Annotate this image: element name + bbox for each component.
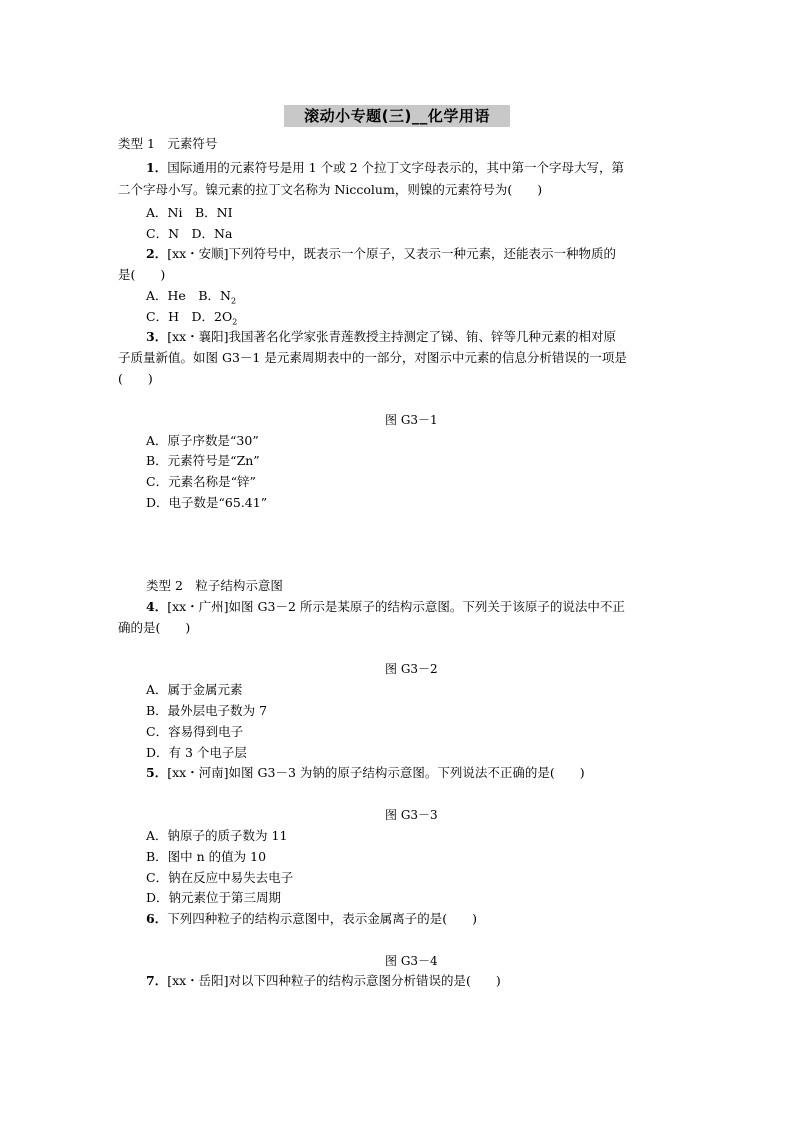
question-2-text-1: [xx・安顺]下列符号中，既表示一个原子，又表示一种元素，还能表示一种物质的 [167,246,617,261]
question-5-text-1: [xx・河南]如图 G3－3 为钠的原子结构示意图。下列说法不正确的是( ) [167,765,585,780]
question-3-number: 3． [146,329,168,344]
question-1-text-1: 国际通用的元素符号是用 1 个或 2 个拉丁文字母表示的，其中第一个字母大写，第 [167,160,625,175]
question-4-number: 4． [146,599,168,614]
question-3-option-d: D．电子数是“65.41” [146,495,268,510]
figure-caption-g3-1: 图 G3－1 [385,413,438,427]
question-4-option-a: A．属于金属元素 [146,682,243,697]
question-7-text-1: [xx・岳阳]对以下四种粒子的结构示意图分析错误的是( ) [167,973,501,988]
question-2-line-2: 是( ) [118,267,166,282]
question-7-line-1 [146,973,501,989]
question-2-line-1 [146,246,616,262]
question-2-options-ab-subscript: 2 [230,296,237,306]
question-1-options-ab: A．Ni B．NI [146,205,233,220]
question-3-option-b: B．元素符号是“Zn” [146,453,260,468]
question-3-line-3: ( ) [118,371,153,386]
question-2-options-ab [146,288,236,310]
question-3-option-c: C．元素名称是“锌” [146,474,256,489]
question-3-line-2: 子质量新值。如图 G3－1 是元素周期表中的一部分，对图示中元素的信息分析错误的一项是 [118,350,627,365]
question-5-option-c: C．钠在反应中易失去电子 [146,870,294,885]
question-1-options-cd: C．N D．Na [146,226,233,241]
question-2-options-ab-text: A．He B．N [146,288,231,303]
question-4-option-c: C．容易得到电子 [146,724,244,739]
question-1-line-2: 二个字母小写。镍元素的拉丁文名称为 Niccolum，则镍的元素符号为( ) [118,182,543,197]
section-heading-2: 类型 2 粒子结构示意图 [146,578,283,593]
question-4-line-1 [146,599,625,615]
question-1-line-1 [146,160,624,176]
question-4-option-d: D．有 3 个电子层 [146,745,247,760]
question-5-number: 5． [146,765,168,780]
question-2-options-cd [146,309,237,331]
question-6-text-1: 下列四种粒子的结构示意图中，表示金属离子的是( ) [167,911,477,926]
figure-caption-g3-4: 图 G3－4 [385,954,438,968]
figure-caption-g3-3: 图 G3－3 [385,808,438,822]
question-2-number: 2． [146,246,168,261]
question-7-number: 7． [146,973,168,988]
figure-caption-g3-2: 图 G3－2 [385,662,438,676]
question-3-line-1 [146,329,616,345]
question-4-text-1: [xx・广州]如图 G3－2 所示是某原子的结构示意图。下列关于该原子的说法中不正 [167,599,625,614]
question-5-line-1 [146,765,585,781]
question-3-option-a: A．原子序数是“30” [146,433,259,448]
question-3-text-1: [xx・襄阳]我国著名化学家张青莲教授主持测定了锑、铕、锌等几种元素的相对原 [167,329,617,344]
question-4-option-b: B．最外层电子数为 7 [146,703,268,718]
question-2-options-cd-text: C．H D．2O [146,309,233,324]
question-6-line-1 [146,911,477,927]
question-6-number: 6． [146,911,168,926]
question-2-options-cd-subscript: 2 [232,317,238,327]
section-heading-1: 类型 1 元素符号 [118,136,218,151]
question-5-option-d: D．钠元素位于第三周期 [146,890,282,905]
question-5-option-b: B．图中 n 的值为 10 [146,849,267,864]
question-5-option-a: A．钠原子的质子数为 11 [146,828,288,843]
page-title: 滚动小专题(三)__化学用语 [284,105,510,127]
question-1-number: 1． [146,160,168,175]
question-4-line-2: 确的是( ) [118,620,191,635]
